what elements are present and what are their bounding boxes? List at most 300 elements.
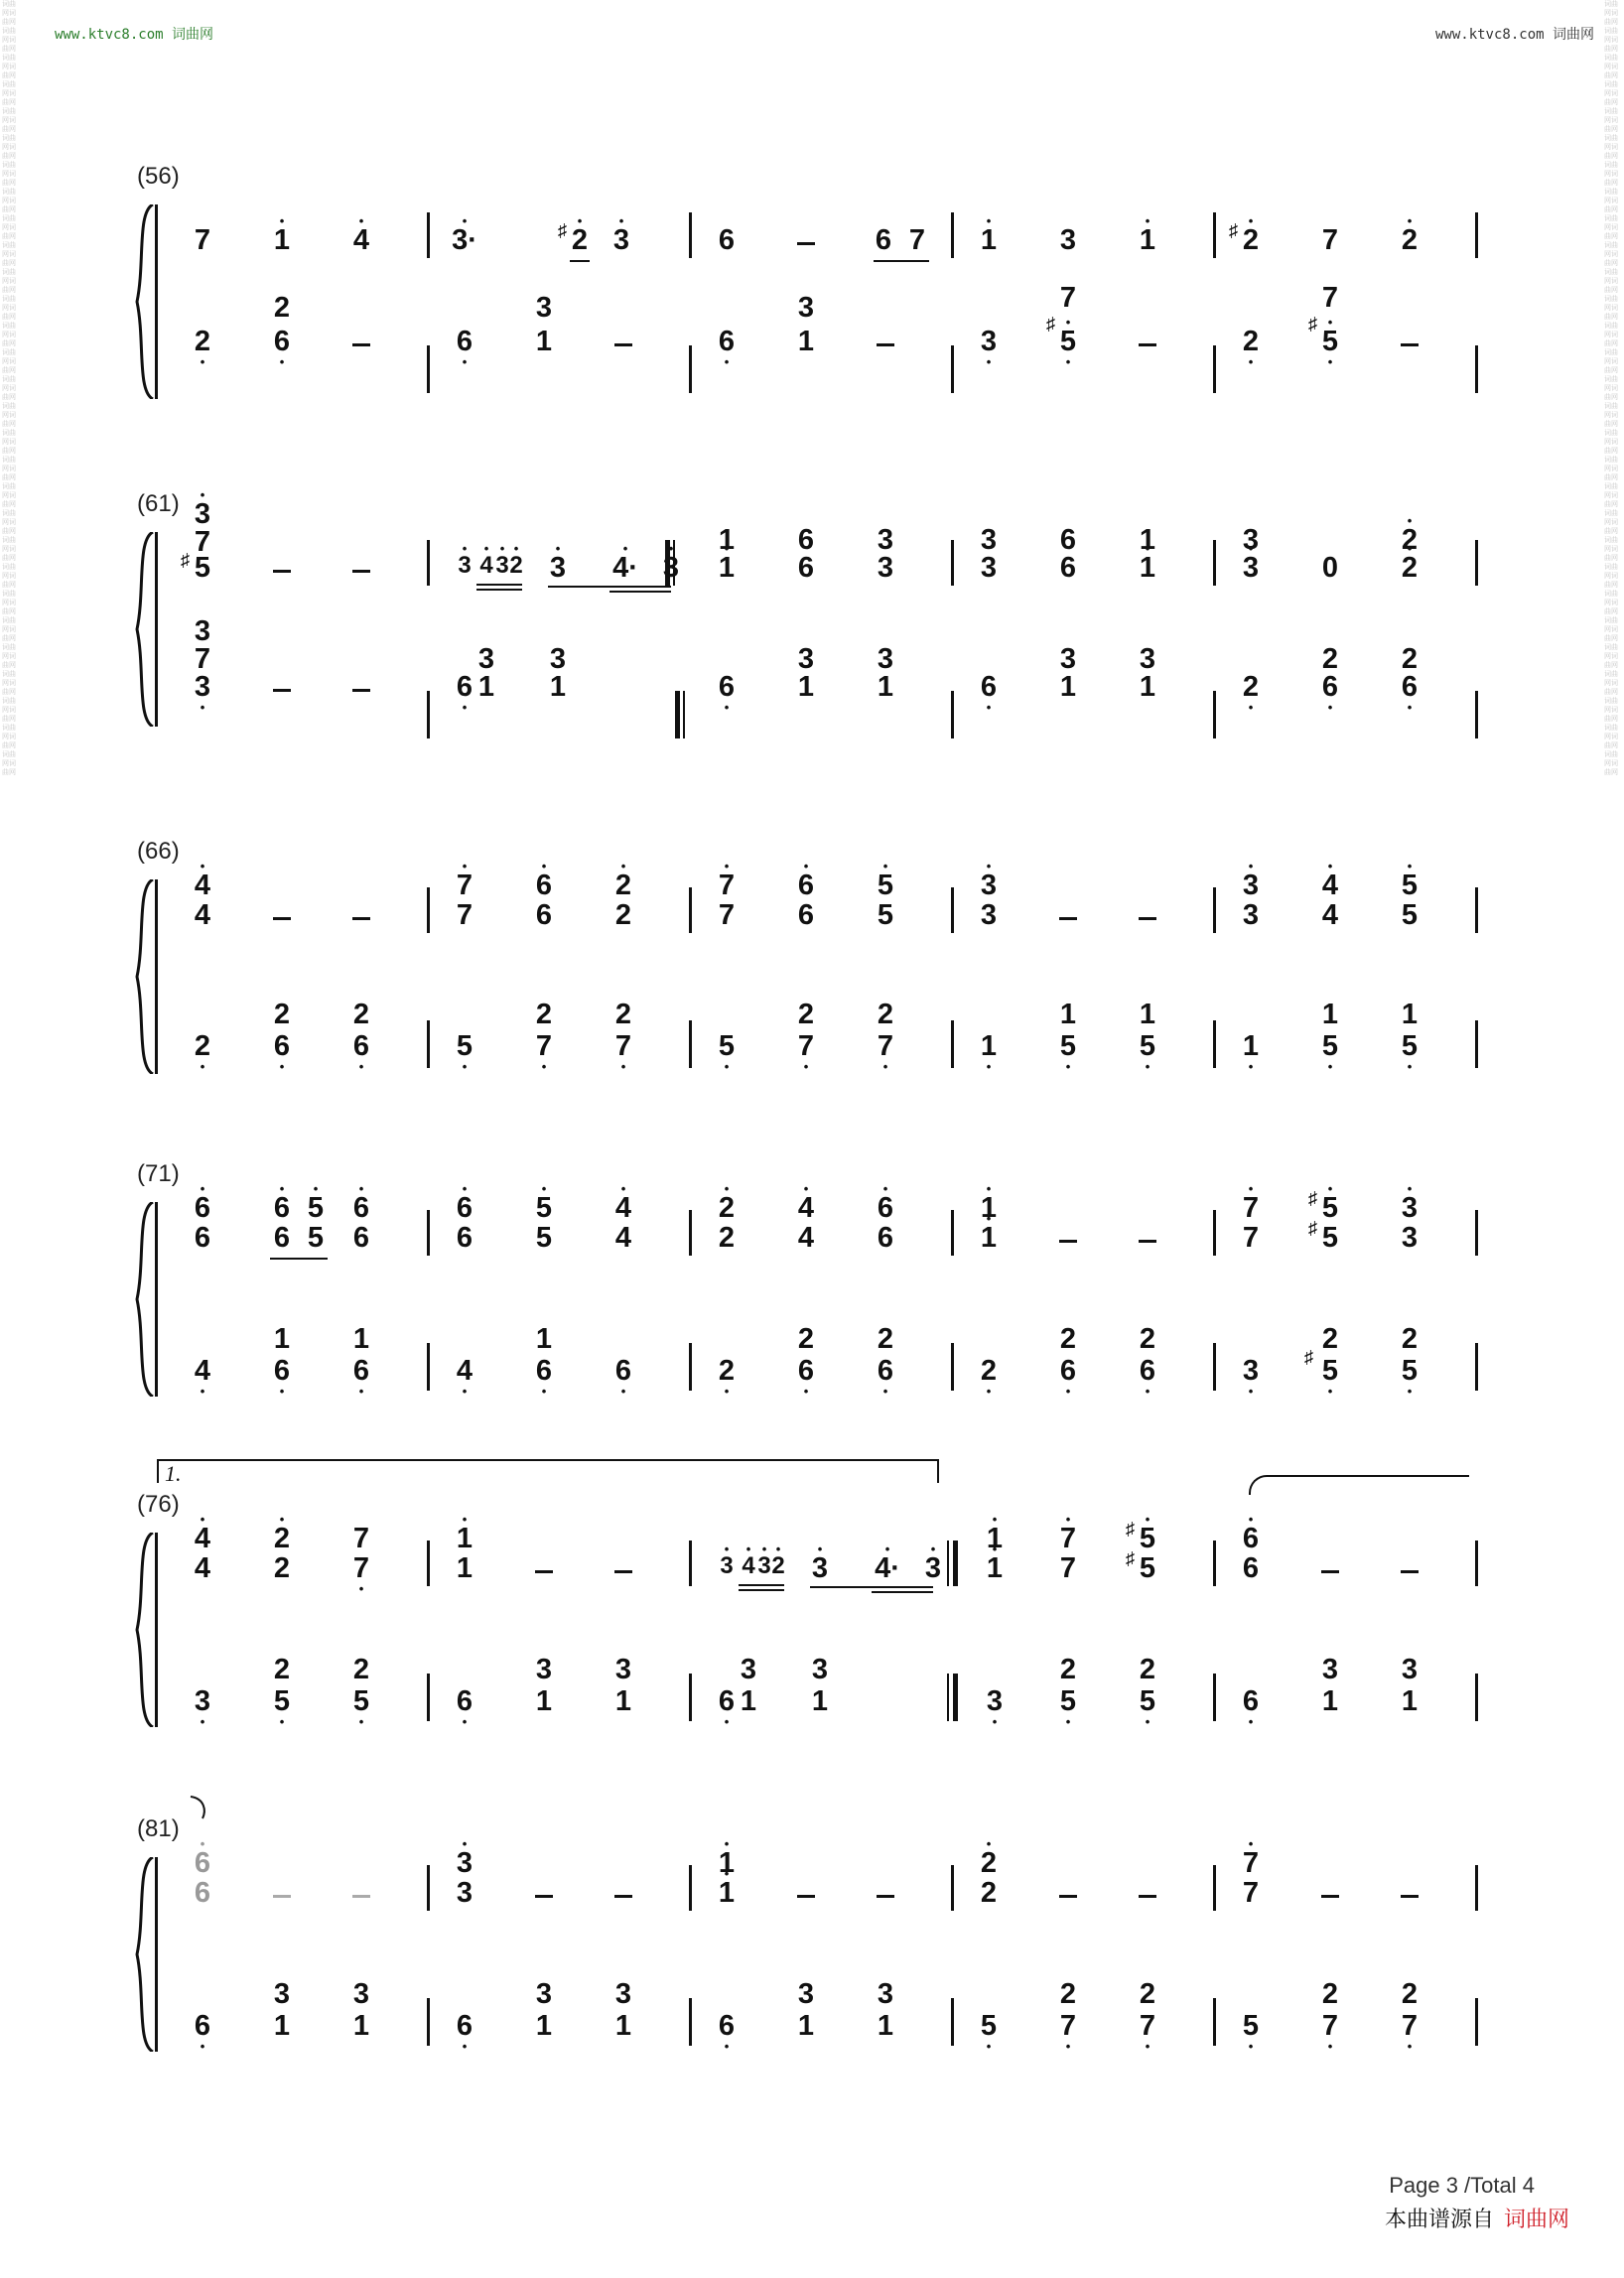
rest-dash xyxy=(1059,1895,1077,1898)
note: 2 xyxy=(877,999,894,1030)
rest-dash xyxy=(352,917,370,920)
note: • 6 xyxy=(1243,1525,1259,1553)
note: 3 xyxy=(614,1978,632,2010)
note: 5 • xyxy=(1243,2012,1259,2041)
barline xyxy=(1475,345,1478,393)
barline xyxy=(1475,1343,1478,1391)
rest-dash xyxy=(1059,917,1077,920)
barline xyxy=(689,1541,692,1586)
underline xyxy=(270,1258,328,1260)
note: 3 xyxy=(1059,643,1077,675)
note: 2 xyxy=(273,292,291,324)
note: 1 xyxy=(797,326,815,357)
note: 3 xyxy=(1242,899,1260,931)
note: 7 • xyxy=(798,1032,814,1061)
note: • 4· xyxy=(612,554,638,583)
note: • 3 xyxy=(1243,871,1259,900)
note: • 3· xyxy=(452,226,477,255)
note: 1 xyxy=(456,1552,474,1584)
brace-icon xyxy=(133,879,155,1074)
barline xyxy=(951,1020,954,1068)
note: • 7 xyxy=(1243,1194,1259,1223)
note: 7 xyxy=(1242,1222,1260,1254)
sharp-icon: ♯ xyxy=(1308,314,1317,334)
note: 5 xyxy=(307,1222,325,1254)
note: 2 xyxy=(797,1323,815,1355)
note: • 6 xyxy=(353,1194,369,1223)
note: 1 xyxy=(477,671,495,703)
note: 3 xyxy=(1242,524,1260,556)
note: • 3 xyxy=(925,1554,941,1583)
barline xyxy=(1213,1674,1216,1721)
barline xyxy=(427,1210,430,1256)
note: • 6 xyxy=(878,1194,893,1223)
volta-label: 1. xyxy=(165,1461,182,1486)
note: 1 xyxy=(535,1323,553,1355)
rest-dash xyxy=(614,1895,632,1898)
barline xyxy=(1475,212,1478,258)
barline xyxy=(951,1343,954,1391)
note: • 1 xyxy=(719,1879,735,1908)
brace-icon xyxy=(133,1533,155,1727)
note: • 4· xyxy=(875,1554,900,1583)
note: 5 xyxy=(1401,899,1419,931)
repeat-end-sign xyxy=(947,1541,961,1586)
note: 1 xyxy=(535,2010,553,2042)
note: 6 • xyxy=(981,673,997,702)
note: 7 xyxy=(352,1523,370,1554)
note: 6 • xyxy=(353,1357,369,1386)
score-system-61 xyxy=(133,490,1485,715)
note: 1 xyxy=(535,326,553,357)
note: 3 • xyxy=(981,328,997,356)
note: • 3 xyxy=(663,554,679,583)
note: • 3 xyxy=(720,1554,733,1578)
underline xyxy=(810,1586,933,1588)
note: 1 xyxy=(877,671,894,703)
note: 2 • xyxy=(1243,673,1259,702)
note: • 5 • xyxy=(1060,328,1076,356)
note: 1 xyxy=(1139,524,1156,556)
note: 2 xyxy=(718,1222,736,1254)
barline xyxy=(689,1343,692,1391)
note: 3 • xyxy=(195,1687,210,1716)
barline xyxy=(689,1020,692,1068)
note: 2 xyxy=(352,999,370,1030)
note: 6 • xyxy=(798,1357,814,1386)
note: 3 xyxy=(877,643,894,675)
note: 6 xyxy=(456,1222,474,1254)
header-site-left[interactable]: www.ktvc8.com 词曲网 xyxy=(55,27,214,43)
note: • 3 xyxy=(495,554,508,578)
note: 6 xyxy=(535,899,553,931)
note: 3 xyxy=(877,524,894,556)
barline xyxy=(1213,887,1216,933)
note: 2 • xyxy=(195,1032,210,1061)
note: 3 xyxy=(797,643,815,675)
note: • 1 xyxy=(457,1525,473,1553)
note: 3 xyxy=(877,552,894,584)
note: 7 xyxy=(908,224,926,256)
note: 1 xyxy=(1401,1685,1419,1717)
sharp-icon: ♯ xyxy=(1304,1347,1313,1367)
note: 5 xyxy=(1139,1552,1156,1584)
note: 1 xyxy=(273,2010,291,2042)
note: 1 xyxy=(877,2010,894,2042)
note: 6 xyxy=(352,1222,370,1254)
barline xyxy=(427,1541,430,1586)
note: 6 • xyxy=(1243,1687,1259,1716)
note: 6 • xyxy=(1322,673,1338,702)
note: 1 xyxy=(1059,999,1077,1030)
note: • 4 xyxy=(1322,871,1338,900)
note: 3 xyxy=(797,1978,815,2010)
note: 5 • xyxy=(457,1032,473,1061)
sharp-icon: ♯ xyxy=(1229,220,1238,240)
system-start-line xyxy=(155,204,158,399)
rest-dash xyxy=(535,1570,553,1573)
underline xyxy=(476,589,522,591)
note: • 5 xyxy=(1402,871,1418,900)
note: 1 xyxy=(797,671,815,703)
rest-dash xyxy=(273,917,291,920)
note: • 5 • xyxy=(1322,328,1338,356)
sharp-icon: ♯ xyxy=(1308,1188,1317,1208)
note: • 2 xyxy=(274,1525,290,1553)
barline xyxy=(427,1020,430,1068)
note: 3 • xyxy=(195,673,210,702)
note: 5 • xyxy=(1140,1687,1155,1716)
page-indicator: Page 3 /Total 4 xyxy=(1389,2173,1535,2198)
barline xyxy=(427,345,430,393)
note: • 1 xyxy=(1140,226,1155,255)
note: • 3 xyxy=(613,226,629,255)
header-site-right[interactable]: www.ktvc8.com 词曲网 xyxy=(1434,27,1594,43)
note: 3 xyxy=(877,1978,894,2010)
underline xyxy=(874,260,929,262)
note: 3 xyxy=(535,292,553,324)
note: 2 xyxy=(273,1552,291,1584)
note: • 3 xyxy=(550,554,566,583)
note: 6 • xyxy=(457,2012,473,2041)
system-start-line xyxy=(155,879,158,1074)
note: 1 xyxy=(614,2010,632,2042)
note: • 6 xyxy=(195,1849,210,1878)
note: 2 xyxy=(797,999,815,1030)
rest-dash xyxy=(352,1895,370,1898)
note: 6 • xyxy=(1140,1357,1155,1386)
note: • 1 xyxy=(987,1554,1003,1583)
note: 6 xyxy=(797,524,815,556)
note: • 1 xyxy=(987,1525,1003,1553)
note: 2 xyxy=(1139,1323,1156,1355)
note: • 2 xyxy=(509,554,522,578)
rest-dash xyxy=(1321,1895,1339,1898)
note: • 2 xyxy=(981,1849,997,1878)
note: 4 xyxy=(194,899,211,931)
rest-dash xyxy=(614,1570,632,1573)
note: 6 xyxy=(1059,552,1077,584)
sharp-icon: ♯ xyxy=(1046,314,1055,334)
note: • 2 xyxy=(572,226,588,255)
system-start-line xyxy=(155,532,158,727)
note: 5 xyxy=(535,1222,553,1254)
note: 7 • xyxy=(1402,2012,1418,2041)
note: 5 • xyxy=(274,1687,290,1716)
tie-curve xyxy=(1249,1475,1469,1495)
note: 5 xyxy=(194,552,211,584)
note: • 6 xyxy=(798,871,814,900)
barline xyxy=(951,1998,954,2046)
note: • 1 xyxy=(981,1194,997,1223)
rest-dash xyxy=(1401,1570,1419,1573)
note: 3 xyxy=(980,552,998,584)
note: 7 • xyxy=(1140,2012,1155,2041)
barline xyxy=(1213,691,1216,738)
note: • 6 xyxy=(536,871,552,900)
note: • 5 xyxy=(308,1194,324,1223)
note: 5 • xyxy=(1322,1032,1338,1061)
rest-dash xyxy=(1139,917,1156,920)
note: 5 xyxy=(877,899,894,931)
barline xyxy=(427,1865,430,1911)
note: 6 • xyxy=(1402,673,1418,702)
note: 3 xyxy=(273,1978,291,2010)
note: 1 xyxy=(797,2010,815,2042)
note: 1 • xyxy=(1243,1032,1259,1061)
note: 2 xyxy=(1059,1654,1077,1685)
note: 2 xyxy=(1401,1978,1419,2010)
barline xyxy=(1213,540,1216,586)
note: 2 xyxy=(1059,1323,1077,1355)
rest-dash xyxy=(1139,1240,1156,1243)
note: • 1 xyxy=(981,226,997,255)
rest-dash xyxy=(1139,1895,1156,1898)
note: 3 xyxy=(549,643,567,675)
rest-dash xyxy=(877,1895,894,1898)
note: 4 xyxy=(1321,899,1339,931)
repeat-end-sign xyxy=(947,1674,961,1721)
note: 6 • xyxy=(719,328,735,356)
side-watermark-left: 词曲网词曲网词曲网词曲网词曲网词曲网词曲网词曲网词曲网词曲网词曲网词曲网词曲网词曲网词曲网词曲网词曲网词曲网词曲网词曲网词曲网词曲网词曲网词曲网词曲网词曲网词曲网词曲网词曲网词曲网词曲网词曲网词曲网词曲网词曲网词曲网词曲网词曲网词曲网词曲网词曲网词曲网词曲网词曲网词曲网词曲网词曲网词曲网词曲网词曲网词曲网词曲网词曲网词曲网词曲网词曲网词曲网词曲网 xyxy=(2,1,16,776)
score-system-66 xyxy=(133,838,1485,1062)
note: 2 xyxy=(273,999,291,1030)
note: 2 xyxy=(614,999,632,1030)
note: • 3 xyxy=(812,1554,828,1583)
note: • 4 xyxy=(798,1194,814,1223)
brace-icon xyxy=(133,1857,155,2052)
note: 2 • xyxy=(981,1357,997,1386)
note: 1 xyxy=(535,1685,553,1717)
note: • 2 xyxy=(615,871,631,900)
note: 6 • xyxy=(195,2012,210,2041)
note: 2 xyxy=(1321,1978,1339,2010)
note: 6 xyxy=(718,224,736,256)
note: • 2 xyxy=(1402,554,1418,583)
barline xyxy=(951,212,954,258)
note: 2 xyxy=(1321,1323,1339,1355)
note: 6 • xyxy=(274,1032,290,1061)
note: 3 xyxy=(535,1978,553,2010)
note: 1 xyxy=(1321,1685,1339,1717)
note: • 2 xyxy=(1402,526,1418,555)
note: 1 xyxy=(549,671,567,703)
barline xyxy=(1475,1998,1478,2046)
note: • 3 xyxy=(457,1849,473,1878)
note: 6 xyxy=(877,1222,894,1254)
barline xyxy=(1213,212,1216,258)
note: 6 xyxy=(1059,524,1077,556)
note: 7 xyxy=(194,643,211,675)
rest-dash xyxy=(1321,1570,1339,1573)
note: 4 xyxy=(194,1552,211,1584)
note: 3 xyxy=(1059,224,1077,256)
note: 5 • xyxy=(1402,1032,1418,1061)
rest-dash xyxy=(614,343,632,346)
note: • 6 xyxy=(274,1194,290,1223)
sharp-icon: ♯ xyxy=(181,550,190,570)
source-label: 本曲谱源自 xyxy=(1384,2207,1494,2231)
barline xyxy=(951,345,954,393)
note: 2 xyxy=(1321,643,1339,675)
rest-dash xyxy=(535,1895,553,1898)
note: 1 • xyxy=(981,1032,997,1061)
barline xyxy=(1475,1865,1478,1911)
note: 4 • xyxy=(195,1357,210,1386)
note: 3 xyxy=(614,1654,632,1685)
underline xyxy=(476,584,522,586)
rest-dash xyxy=(273,689,291,692)
note: 3 xyxy=(477,643,495,675)
note: 7 xyxy=(718,899,736,931)
barline xyxy=(951,1210,954,1256)
underline xyxy=(548,586,671,588)
underline xyxy=(739,1584,784,1586)
note: 2 xyxy=(1139,1978,1156,2010)
barline xyxy=(1213,1865,1216,1911)
barline xyxy=(1475,1541,1478,1586)
sharp-icon: ♯ xyxy=(1126,1519,1135,1539)
barline xyxy=(1475,1020,1478,1068)
note: 1 xyxy=(352,2010,370,2042)
note: • 3 xyxy=(1243,554,1259,583)
measure-number: (71) xyxy=(137,1160,180,1187)
note: 3 xyxy=(456,1877,474,1909)
note: • 6 xyxy=(457,1194,473,1223)
system-start-line xyxy=(155,1857,158,2052)
note: 1 xyxy=(740,1685,757,1717)
note: 6 xyxy=(797,552,815,584)
sharp-icon: ♯ xyxy=(558,220,567,240)
note: 1 xyxy=(1401,999,1419,1030)
underline xyxy=(872,1591,933,1593)
note: 6 • xyxy=(615,1357,631,1386)
underline xyxy=(609,591,671,593)
barline xyxy=(951,691,954,738)
note: 2 xyxy=(980,1877,998,1909)
note: 7 • xyxy=(1060,2012,1076,2041)
note: 6 • xyxy=(536,1357,552,1386)
note: • 1 xyxy=(1140,554,1155,583)
system-start-line xyxy=(155,1533,158,1727)
note: 6 xyxy=(1242,1552,1260,1584)
note: • 7 xyxy=(1243,1849,1259,1878)
note: 3 • xyxy=(987,1687,1003,1716)
score-system-76 xyxy=(133,1491,1485,1717)
note: 6 xyxy=(273,1222,291,1254)
note: 7 xyxy=(1321,282,1339,314)
note: • 2 xyxy=(719,1194,735,1223)
rest-dash xyxy=(352,570,370,573)
note: 3 • xyxy=(1243,1357,1259,1386)
rest-dash xyxy=(1059,1240,1077,1243)
note: 6 • xyxy=(274,1357,290,1386)
note: 7 • xyxy=(1322,2012,1338,2041)
source-link[interactable]: 词曲网 xyxy=(1503,2207,1569,2231)
measure-number: (66) xyxy=(137,838,180,865)
barline xyxy=(951,887,954,933)
note: 2 xyxy=(614,899,632,931)
score-system-81 xyxy=(133,1815,1485,2042)
side-watermark-right: 词曲网词曲网词曲网词曲网词曲网词曲网词曲网词曲网词曲网词曲网词曲网词曲网词曲网词曲网词曲网词曲网词曲网词曲网词曲网词曲网词曲网词曲网词曲网词曲网词曲网词曲网词曲网词曲网词曲网词曲网词曲网词曲网词曲网词曲网词曲网词曲网词曲网词曲网词曲网词曲网词曲网词曲网词曲网词曲网词曲网词曲网词曲网词曲网词曲网词曲网词曲网词曲网词曲网词曲网词曲网词曲网词曲网词曲网 xyxy=(1604,1,1618,776)
note: • 1 xyxy=(274,226,290,255)
note: 2 • xyxy=(195,328,210,356)
note: 1 xyxy=(614,1685,632,1717)
note: 3 xyxy=(1401,1222,1419,1254)
note: 2 xyxy=(535,999,553,1030)
barline xyxy=(427,691,430,738)
barline xyxy=(689,1998,692,2046)
note: • 3 xyxy=(458,554,471,578)
note: • 3 xyxy=(1402,1194,1418,1223)
note: 6 • xyxy=(274,328,290,356)
note: • 5 xyxy=(1322,1194,1338,1223)
note: 3 xyxy=(797,292,815,324)
rest-dash xyxy=(1401,343,1419,346)
note: 2 • xyxy=(719,1357,735,1386)
barline xyxy=(427,1674,430,1721)
rest-dash xyxy=(273,570,291,573)
measure-number: (61) xyxy=(137,490,180,517)
barline xyxy=(427,212,430,258)
note: 4 xyxy=(614,1222,632,1254)
note: • 6 xyxy=(195,1194,210,1223)
note: 6 • xyxy=(719,1687,735,1716)
note: 3 xyxy=(194,615,211,647)
note: 6 • xyxy=(457,673,473,702)
barline xyxy=(427,1343,430,1391)
note: 3 xyxy=(1321,1654,1339,1685)
note: 6 • xyxy=(719,2012,735,2041)
note: 1 xyxy=(352,1323,370,1355)
note: 1 xyxy=(718,524,736,556)
note: 1 xyxy=(273,1323,291,1355)
barline xyxy=(1475,1674,1478,1721)
rest-dash xyxy=(797,242,815,245)
barline xyxy=(689,1674,692,1721)
volta-bracket-first-ending xyxy=(157,1459,939,1486)
note: 6 • xyxy=(457,328,473,356)
note: 2 xyxy=(1401,1323,1419,1355)
note: • 7 xyxy=(457,871,473,900)
note: • 4 xyxy=(742,1554,754,1578)
source-credit xyxy=(1385,2203,1569,2233)
brace-icon xyxy=(133,532,155,727)
note: 6 xyxy=(194,1877,211,1909)
brace-icon xyxy=(133,204,155,399)
note: • 2 xyxy=(771,1554,784,1578)
note: 2 • xyxy=(1243,328,1259,356)
